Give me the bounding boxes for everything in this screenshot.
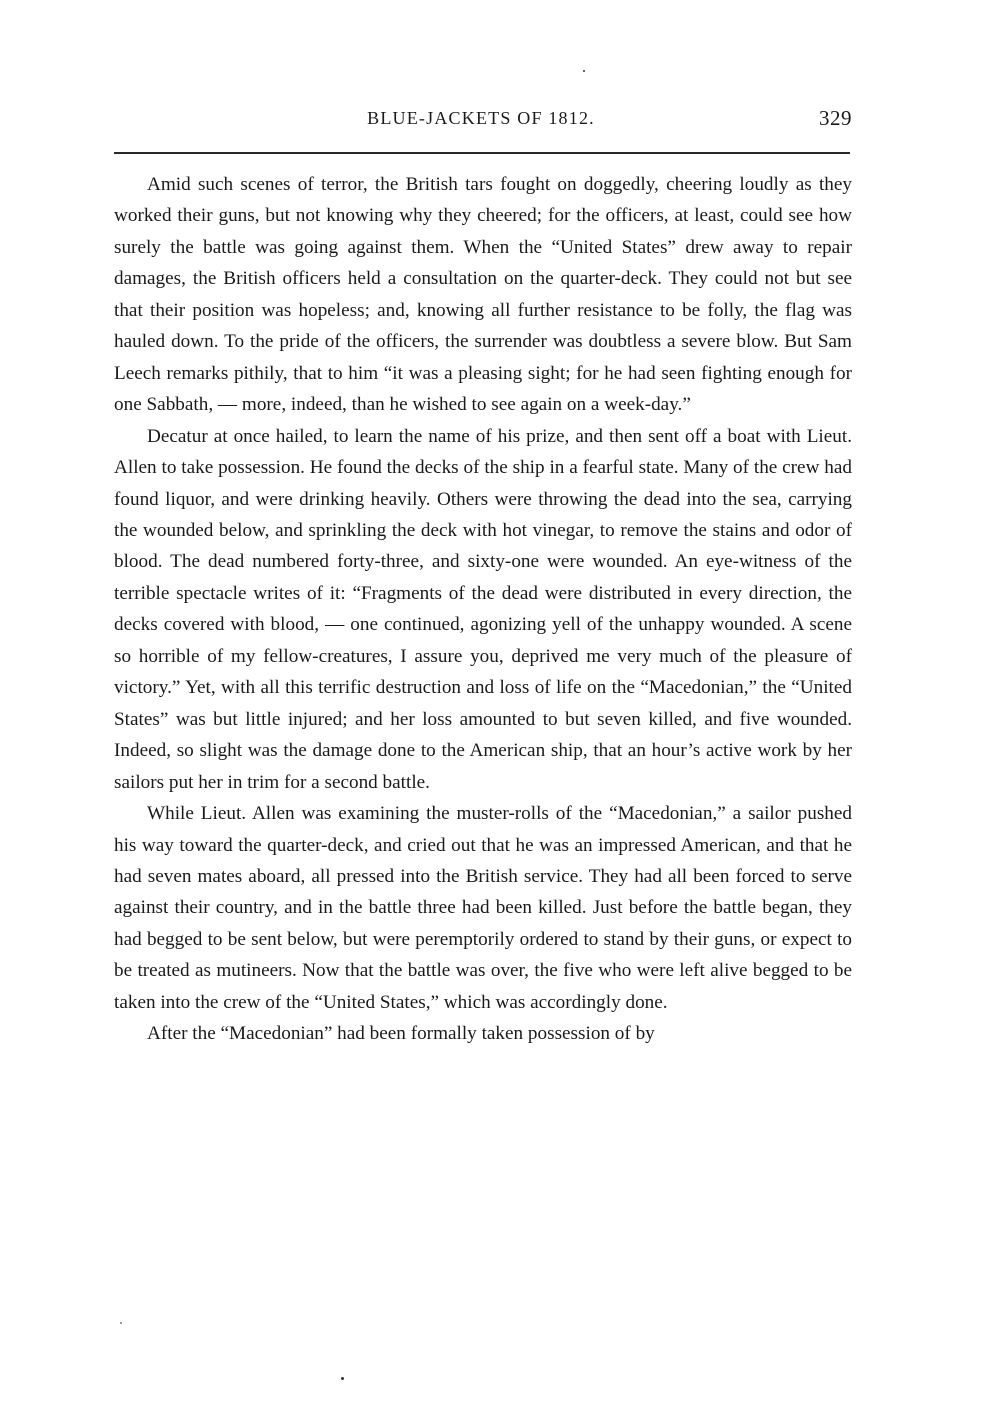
paragraph-after-macedonian: After the “Macedonian” had been formally taken possession of by	[147, 1023, 655, 1045]
running-title: BLUE-JACKETS OF 1812.	[367, 108, 595, 128]
body-text	[114, 169, 852, 1050]
header-rule	[114, 152, 850, 154]
print-speck	[341, 1377, 344, 1380]
print-speck	[120, 1322, 122, 1324]
running-head	[110, 108, 852, 138]
page-number: 329	[819, 106, 852, 130]
paragraph-impressed-sailor: While Lieut. Allen was examining the muster-rolls of the “Macedonian,” a sailor pushed his way toward the quarter-deck, and cried out that he was an impressed American, and that he had seven mates aboard, all pressed into the British service. They had all been forced to serve against their country, and in the battle three had been killed. Just before the battle began, they had begged to be sent below, but were peremptorily ordered to stand by their guns, or expect to be treated as mutineers. Now that the battle was over, the five who were left alive begged to be taken into the crew of the “United States,” which was accordingly done.	[114, 803, 852, 1013]
paragraph-possession: Decatur at once hailed, to learn the name of his prize, and then sent off a boat with Lieut. Allen to take possession. He found the decks of the ship in a fearful state. Many of the crew had found liquor, and were drinking heavily. Others were throwing the dead into the sea, carrying the wounded below, and sprinkling the deck with hot vinegar, to remove the stains and odor of blood. The dead numbered forty-three, and sixty-one were wounded. An eye-witness of the terrible spectacle writes of it: “Fragments of the dead were distributed in every direction, the decks covered with blood, — one continued, agonizing yell of the unhappy wounded. A scene so horrible of my fellow-creatures, I assure you, deprived me very much of the pleasure of victory.” Yet, with all this terrific destruction and loss of life on the “Macedonian,” the “United States” was but little injured; and her loss amounted to but seven killed, and five wounded. Indeed, so slight was the damage done to the American ship, that an hour’s active work by her sailors put her in trim for a second battle.	[114, 425, 852, 793]
print-speck	[583, 70, 585, 72]
paragraph-surrender: Amid such scenes of terror, the British tars fought on doggedly, cheering loudly as they worked their guns, but not knowing why they cheered; for the officers, at least, could see how surely the battle was going against them. When the “United States” drew away to repair damages, the British officers held a consultation on the quarter-deck. They could not but see that their position was hopeless; and, knowing all further resistance to be folly, the flag was hauled down. To the pride of the officers, the surrender was doubtless a severe blow. But Sam Leech remarks pithily, that to him “it was a pleasing sight; for he had seen fighting enough for one Sabbath, — more, indeed, than he wished to see again on a week-day.”	[114, 174, 852, 416]
